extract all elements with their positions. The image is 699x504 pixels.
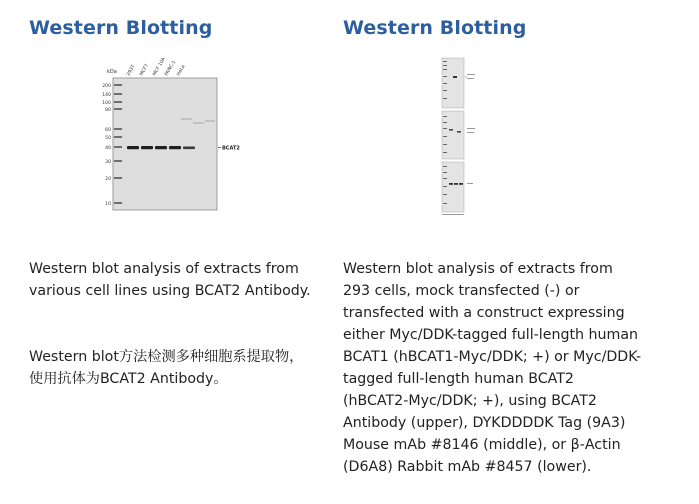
blot-lane-label: HeLa <box>176 64 187 77</box>
blot-panel-middle <box>442 111 464 159</box>
blot-marker: 80 <box>105 108 111 113</box>
blot-membrane <box>113 78 217 210</box>
right-heading: Western Blotting <box>343 17 527 39</box>
blot-band-label: BCAT2 <box>222 145 240 152</box>
blot-lane-labels <box>126 56 187 77</box>
blot-kda-label: kDa <box>107 69 117 75</box>
left-western-blot-image <box>97 56 257 216</box>
blot-marker: 10 <box>105 202 111 207</box>
blot-lane-label: MCF7 <box>139 63 151 77</box>
left-caption-en: Western blot analysis of extracts from various cell lines using BCAT2 Antibody. <box>29 261 311 299</box>
blot-marker-labels <box>102 83 111 207</box>
blot-marker: 200 <box>102 84 111 89</box>
blot-marker: 30 <box>105 160 111 165</box>
blot-marker: 140 <box>102 93 111 98</box>
blot-lane-label: 293T <box>126 64 137 77</box>
blot-lane-label: PANC-1 <box>164 59 178 77</box>
blot-marker: 20 <box>105 177 111 182</box>
left-heading: Western Blotting <box>29 17 213 39</box>
blot-lane-label: MCF 10A <box>152 56 167 77</box>
blot-marker: 50 <box>105 136 111 141</box>
blot-marker: 60 <box>105 128 111 133</box>
right-western-blot-image <box>437 56 477 218</box>
blot-marker: 40 <box>105 146 111 151</box>
blot-marker: 100 <box>102 101 111 106</box>
right-caption-en: Western blot analysis of extracts from 293 cells, mock transfected (-) or transfected with a construct expressing either Myc/DDK-tagged full-length human BCAT1 (hBCAT1-Myc/DDK; +) or Myc/DDK-tagged full-length human BCAT2 (hBCAT2-Myc/DDK; +), using BCAT2 Antibody (upper), DYKDDDDK Tag (9A3) Mouse mAb #8146 (middle), or β-Actin (D6A8) Rabbit mAb #8457 (lower). <box>343 261 642 475</box>
left-caption-cn: Western blot方法检测多种细胞系提取物，使用抗体为BCAT2 Antibody。 <box>29 349 304 387</box>
